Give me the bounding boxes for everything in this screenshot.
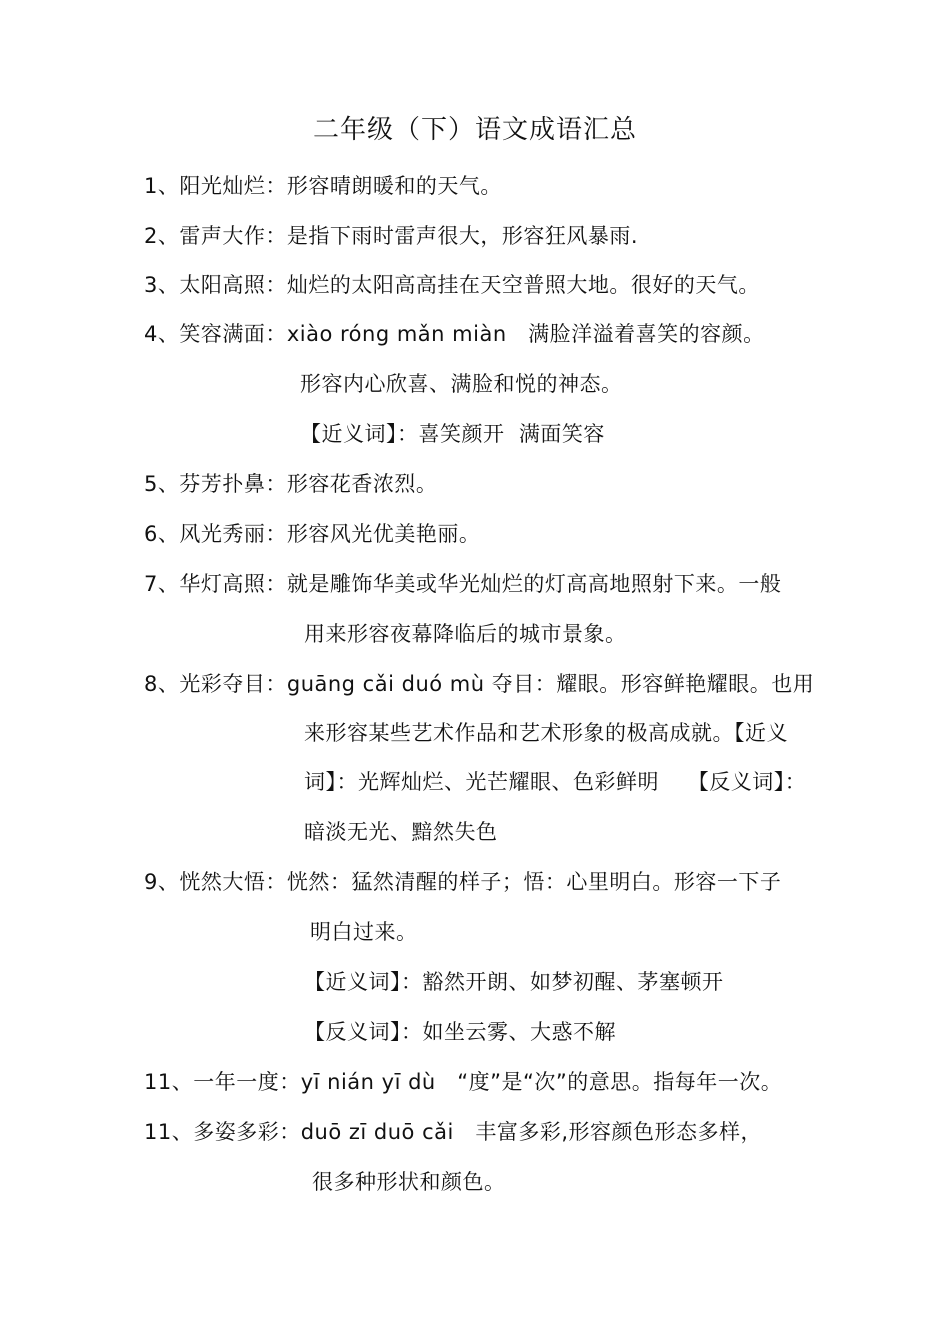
idiom-8-continued-1: 来形容某些艺术作品和艺术形象的极高成就。【近义 [304, 721, 788, 745]
idiom-5: 5、芬芳扑鼻：形容花香浓烈。 [144, 472, 438, 496]
idiom-9-synonyms: 【近义词】：豁然开朗、如梦初醒、茅塞顿开 [304, 970, 724, 994]
idiom-8-continued-2: 词】：光辉灿烂、光芒耀眼、色彩鲜明 【反义词】： [304, 770, 807, 794]
idiom-4: 4、笑容满面：xiào róng mǎn miàn 满脸洋溢着喜笑的容颜。 [144, 322, 765, 346]
idiom-7: 7、华灯高照：就是雕饰华美或华光灿烂的灯高高地照射下来。一般 [144, 572, 782, 596]
idiom-3: 3、太阳高照：灿烂的太阳高高挂在天空普照大地。很好的天气。 [144, 273, 760, 297]
idiom-1: 1、阳光灿烂：形容晴朗暖和的天气。 [144, 174, 502, 198]
idiom-11-continued: 很多种形状和颜色。 [312, 1170, 506, 1194]
idiom-10: 11、一年一度：yī nián yī dù “度”是“次”的意思。指每年一次。 [144, 1070, 783, 1094]
idiom-8: 8、光彩夺目：guāng cǎi duó mù 夺目：耀眼。形容鲜艳耀眼。也用 [144, 672, 815, 696]
idiom-7-continued: 用来形容夜幕降临后的城市景象。 [304, 622, 627, 646]
idiom-11: 11、多姿多彩：duō zī duō cǎi 丰富多彩,形容颜色形态多样， [144, 1120, 763, 1144]
idiom-9-continued: 明白过来。 [310, 920, 418, 944]
idiom-8-antonyms: 暗淡无光、黯然失色 [304, 820, 498, 844]
idiom-9-antonyms: 【反义词】：如坐云雾、大惑不解 [304, 1020, 616, 1044]
idiom-9: 9、恍然大悟：恍然：猛然清醒的样子；悟：心里明白。形容一下子 [144, 870, 782, 894]
idiom-6: 6、风光秀丽：形容风光优美艳丽。 [144, 522, 481, 546]
idiom-4-synonyms: 【近义词】：喜笑颜开 满面笑容 [300, 422, 605, 446]
idiom-2: 2、雷声大作：是指下雨时雷声很大，形容狂风暴雨. [144, 224, 639, 248]
page-title: 二年级（下）语文成语汇总 [312, 115, 637, 145]
idiom-4-description: 形容内心欣喜、满脸和悦的神态。 [300, 372, 623, 396]
